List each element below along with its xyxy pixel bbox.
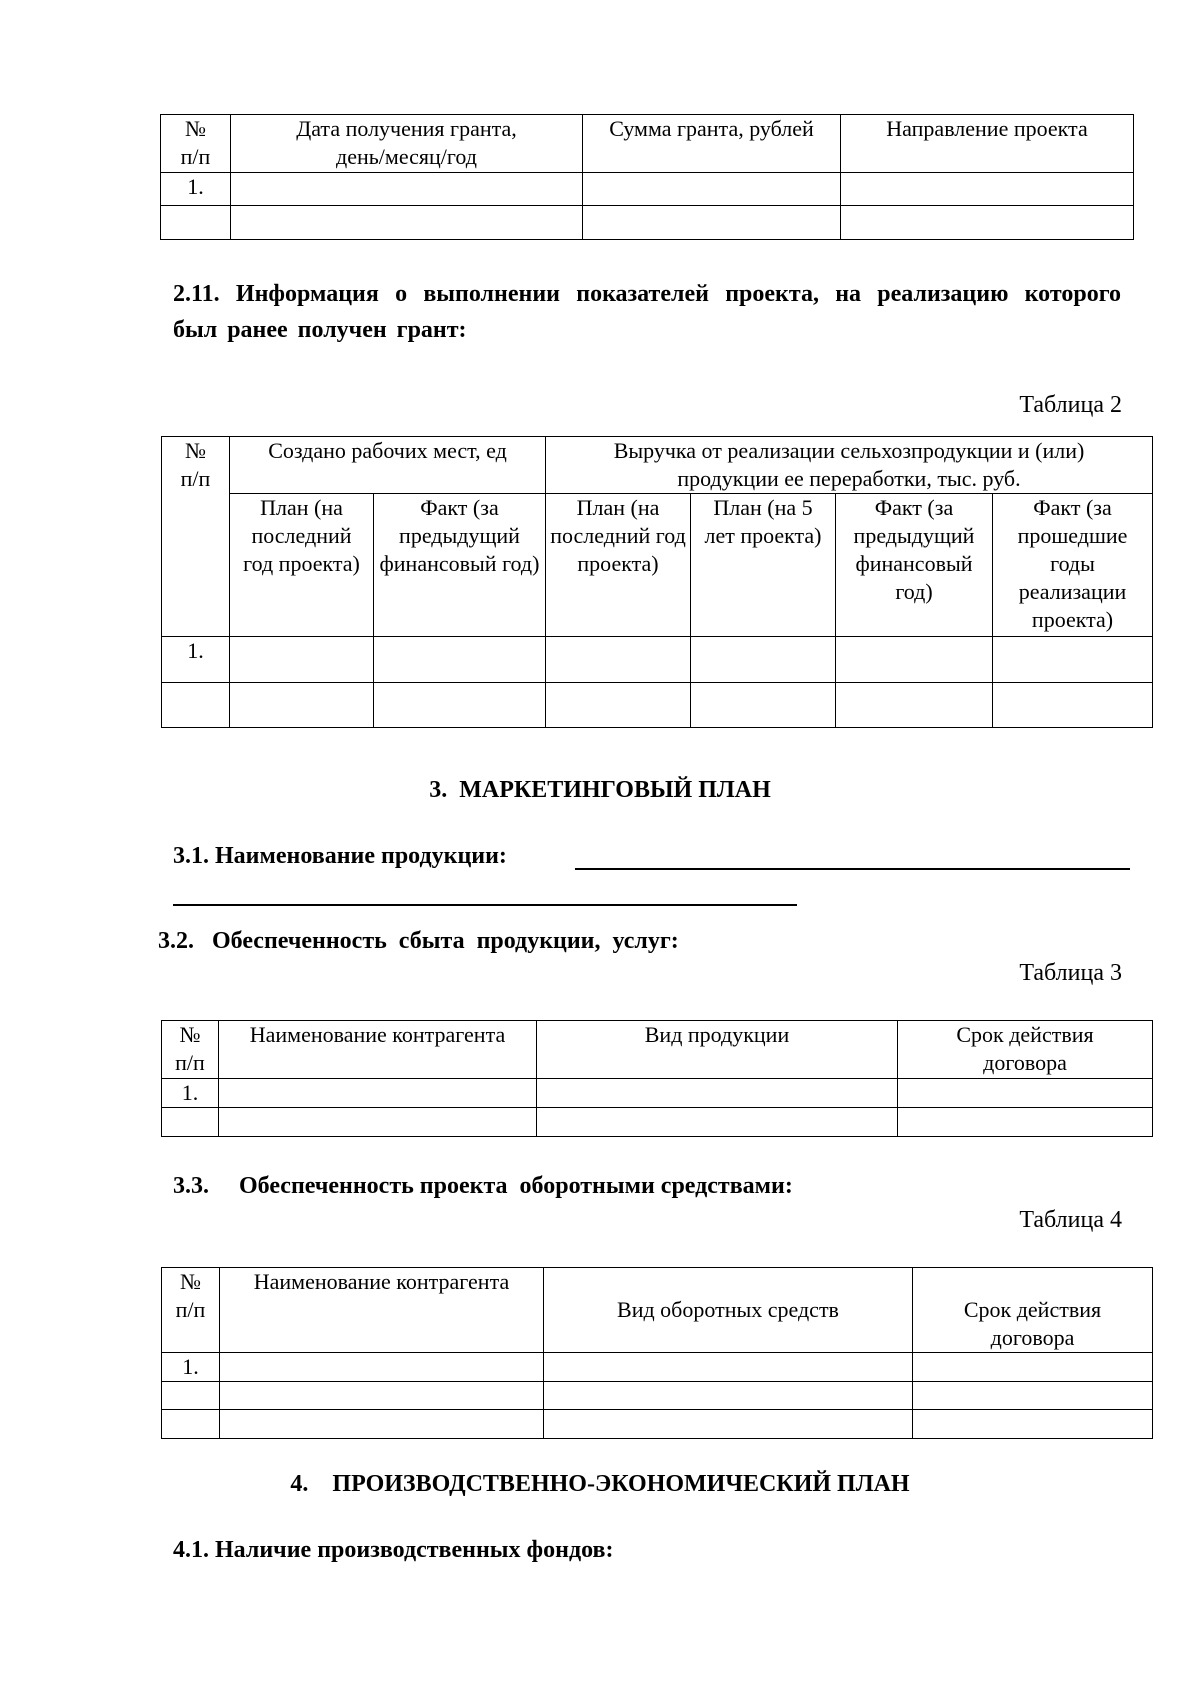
working-capital-table bbox=[161, 1267, 1153, 1439]
header-cell: Факт (за предыдущий финансовый год) bbox=[374, 494, 546, 637]
table-4-caption: Таблица 4 bbox=[1019, 1207, 1122, 1233]
table-cell[interactable] bbox=[162, 1382, 220, 1410]
header-cell: Сумма гранта, рублей bbox=[583, 115, 841, 173]
header-cell: Выручка от реализации сельхозпродукции и (или) продукции ее переработки, тыс. руб. bbox=[546, 437, 1153, 494]
table-cell[interactable] bbox=[220, 1382, 544, 1410]
table-2-caption: Таблица 2 bbox=[1019, 392, 1122, 418]
section-4-title: 4. ПРОИЗВОДСТВЕННО-ЭКОНОМИЧЕСКИЙ ПЛАН bbox=[290, 1471, 910, 1497]
section-4-1-label: 4.1. Наличие производственных фондов: bbox=[173, 1537, 614, 1563]
table-cell[interactable] bbox=[836, 637, 993, 683]
header-cell: План (на последний год проекта) bbox=[546, 494, 691, 637]
table-cell[interactable] bbox=[546, 637, 691, 683]
section-3-3-title: 3.3. Обеспеченность проекта оборотными средствами: bbox=[173, 1173, 793, 1199]
product-name-line-2[interactable] bbox=[173, 904, 797, 906]
table-cell[interactable] bbox=[162, 1410, 220, 1439]
grant-table bbox=[160, 114, 1134, 240]
table-cell[interactable] bbox=[841, 173, 1134, 206]
section-3-1-label: 3.1. Наименование продукции: bbox=[173, 843, 507, 869]
header-cell: Вид продукции bbox=[537, 1021, 898, 1079]
table-cell[interactable]: 1. bbox=[161, 173, 231, 206]
header-cell: № п/п bbox=[162, 1021, 219, 1079]
table-cell[interactable] bbox=[161, 206, 231, 240]
table-cell[interactable] bbox=[374, 683, 546, 728]
table-cell[interactable] bbox=[537, 1108, 898, 1137]
table-cell[interactable] bbox=[583, 206, 841, 240]
sales-table bbox=[161, 1020, 1153, 1137]
table-cell[interactable] bbox=[231, 206, 583, 240]
table-cell[interactable] bbox=[220, 1353, 544, 1382]
header-cell: № п/п bbox=[162, 437, 230, 637]
header-cell: Факт (за прошедшие годы реализации проекта) bbox=[993, 494, 1153, 637]
table-cell[interactable]: 1. bbox=[162, 637, 230, 683]
header-cell: Создано рабочих мест, ед bbox=[230, 437, 546, 494]
table-cell[interactable] bbox=[230, 637, 374, 683]
table-cell[interactable] bbox=[898, 1108, 1153, 1137]
table-cell[interactable] bbox=[913, 1353, 1153, 1382]
table-cell[interactable] bbox=[374, 637, 546, 683]
product-name-line-1[interactable] bbox=[575, 868, 1130, 870]
header-cell: Вид оборотных средств bbox=[544, 1268, 913, 1353]
table-cell[interactable] bbox=[219, 1079, 537, 1108]
section-2-11-title: 2.11. Информация о выполнении показателей проекта, на реализацию которого был ранее получен грант: bbox=[173, 281, 1121, 343]
table-cell[interactable]: 1. bbox=[162, 1353, 220, 1382]
table-cell[interactable] bbox=[691, 637, 836, 683]
table-cell[interactable] bbox=[219, 1108, 537, 1137]
header-cell: Наименование контрагента bbox=[220, 1268, 544, 1353]
table-cell[interactable] bbox=[162, 683, 230, 728]
table-cell[interactable] bbox=[230, 683, 374, 728]
header-cell: План (на последний год проекта) bbox=[230, 494, 374, 637]
table-cell[interactable] bbox=[544, 1382, 913, 1410]
table-cell[interactable] bbox=[544, 1410, 913, 1439]
table-cell[interactable] bbox=[913, 1410, 1153, 1439]
table-cell[interactable] bbox=[220, 1410, 544, 1439]
table-3-caption: Таблица 3 bbox=[1019, 960, 1122, 986]
table-cell[interactable] bbox=[231, 173, 583, 206]
header-cell: План (на 5 лет проекта) bbox=[691, 494, 836, 637]
table-cell[interactable] bbox=[836, 683, 993, 728]
indicators-table bbox=[161, 436, 1153, 728]
table-cell[interactable] bbox=[583, 173, 841, 206]
section-3-title: 3. МАРКЕТИНГОВЫЙ ПЛАН bbox=[429, 777, 771, 803]
table-cell[interactable] bbox=[537, 1079, 898, 1108]
header-cell: Дата получения гранта, день/месяц/год bbox=[231, 115, 583, 173]
header-cell: № п/п bbox=[161, 115, 231, 173]
table-cell[interactable] bbox=[841, 206, 1134, 240]
header-cell: Наименование контрагента bbox=[219, 1021, 537, 1079]
table-cell[interactable] bbox=[162, 1108, 219, 1137]
table-cell[interactable] bbox=[544, 1353, 913, 1382]
table-cell[interactable] bbox=[546, 683, 691, 728]
table-cell[interactable] bbox=[913, 1382, 1153, 1410]
table-cell[interactable]: 1. bbox=[162, 1079, 219, 1108]
section-3-2-title: 3.2. Обеспеченность сбыта продукции, услуг: bbox=[158, 928, 679, 954]
table-cell[interactable] bbox=[691, 683, 836, 728]
header-cell: Факт (за предыдущий финансовый год) bbox=[836, 494, 993, 637]
table-cell[interactable] bbox=[898, 1079, 1153, 1108]
header-cell: № п/п bbox=[162, 1268, 220, 1353]
header-cell: Срок действия договора bbox=[913, 1268, 1153, 1353]
table-cell[interactable] bbox=[993, 683, 1153, 728]
header-cell: Срок действия договора bbox=[898, 1021, 1153, 1079]
table-cell[interactable] bbox=[993, 637, 1153, 683]
header-cell: Направление проекта bbox=[841, 115, 1134, 173]
